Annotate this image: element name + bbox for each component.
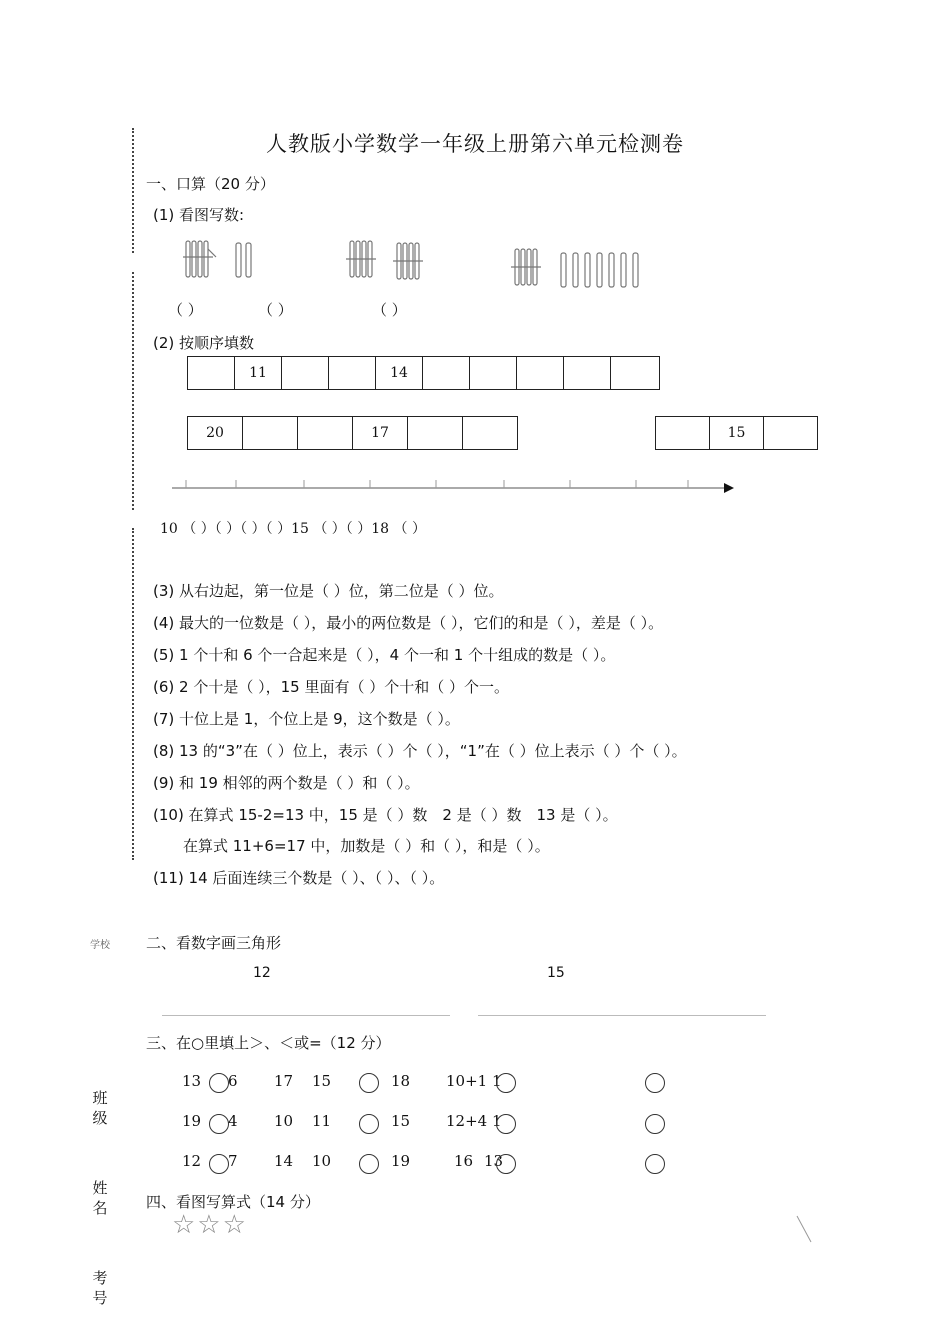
q1-blank-1[interactable]: （ ） <box>168 301 203 319</box>
question-10b: 在算式 11+6=17 中，加数是（ ）和（ ），和是（ ）。 <box>153 837 550 855</box>
cmp-number: 1 <box>492 1112 502 1130</box>
sequence-box[interactable] <box>242 416 298 450</box>
cmp-number: 4 <box>228 1112 238 1130</box>
compare-circle[interactable] <box>209 1114 229 1134</box>
diagonal-line-mark <box>795 1214 815 1244</box>
compare-circle[interactable] <box>359 1114 379 1134</box>
sequence-box[interactable] <box>187 356 235 390</box>
stick-bundle <box>183 241 216 277</box>
cmp-number: 10 <box>274 1112 294 1130</box>
question-11: (11) 14 后面连续三个数是（ ）、（ ）、（ ）。 <box>153 869 445 887</box>
section1-heading: 一、口算（20 分） <box>146 175 275 193</box>
compare-circle[interactable] <box>496 1154 516 1174</box>
sequence-box[interactable] <box>563 356 611 390</box>
sequence-box[interactable]: 20 <box>187 416 243 450</box>
sequence-box[interactable] <box>655 416 710 450</box>
cmp-number: 13 <box>484 1152 504 1170</box>
cmp-number: 12 <box>182 1152 202 1170</box>
compare-circle[interactable] <box>496 1114 516 1134</box>
triangle-number-2: 15 <box>547 965 565 981</box>
compare-circle[interactable] <box>209 1073 229 1093</box>
sequence-box[interactable] <box>763 416 818 450</box>
sequence-box[interactable] <box>328 356 376 390</box>
compare-circle[interactable] <box>359 1154 379 1174</box>
name-label: 姓名 <box>92 1179 108 1217</box>
sequence-box[interactable] <box>281 356 329 390</box>
question-4: (4) 最大的一位数是（ ），最小的两位数是（ ），它们的和是（ ），差是（ ）。 <box>153 614 664 632</box>
question-6: (6) 2 个十是（ ），15 里面有（ ）个十和（ ）个一。 <box>153 678 509 696</box>
question-7: (7) 十位上是 1，个位上是 9，这个数是（ ）。 <box>153 710 460 728</box>
section3-heading: 三、在○里填上＞、＜或=（12 分） <box>146 1034 391 1052</box>
sequence-box[interactable]: 11 <box>234 356 282 390</box>
cmp-number: 11 <box>312 1112 332 1130</box>
cmp-number: 13 <box>182 1072 202 1090</box>
sequence-box[interactable] <box>297 416 353 450</box>
binding-dotted-line <box>132 528 134 860</box>
drawing-line-2[interactable] <box>478 1015 766 1016</box>
number-line-labels: 10 （ ）（ ）（ ）（ ）15 （ ）（ ）18 （ ） <box>160 521 426 537</box>
cmp-number: 10+1 <box>446 1072 488 1090</box>
cmp-number: 7 <box>228 1152 238 1170</box>
sequence-box[interactable] <box>610 356 660 390</box>
compare-circle[interactable] <box>209 1154 229 1174</box>
drawing-line-1[interactable] <box>162 1015 450 1016</box>
question-3: (3) 从右边起，第一位是（ ）位，第二位是（ ）位。 <box>153 582 504 600</box>
counting-sticks-illustration <box>180 235 650 295</box>
cmp-number: 10 <box>312 1152 332 1170</box>
stick-bundle <box>346 241 376 277</box>
cmp-number: 19 <box>182 1112 202 1130</box>
q1-blank-3[interactable]: （ ） <box>372 301 407 319</box>
compare-circle[interactable] <box>645 1154 665 1174</box>
sequence-box[interactable] <box>462 416 518 450</box>
page-title: 人教版小学数学一年级上册第六单元检测卷 <box>266 132 684 156</box>
cmp-number: 14 <box>274 1152 294 1170</box>
question-5: (5) 1 个十和 6 个一合起来是（ ），4 个一和 1 个十组成的数是（ ）。 <box>153 646 616 664</box>
section4-heading: 四、看图写算式（14 分） <box>146 1193 320 1211</box>
cmp-number: 17 <box>274 1072 294 1090</box>
question-8: (8) 13 的“3”在（ ）位上，表示（ ）个（ ），“1”在（ ）位上表示（ ）个（ ）。 <box>153 742 687 760</box>
sequence-box[interactable]: 17 <box>352 416 408 450</box>
sequence-box[interactable] <box>469 356 517 390</box>
cmp-number: 6 <box>228 1072 238 1090</box>
question-9: (9) 和 19 相邻的两个数是（ ）和（ ）。 <box>153 774 420 792</box>
q1-blank-2[interactable]: （ ） <box>258 301 293 319</box>
class-label: 班级 <box>92 1089 108 1127</box>
cmp-number: 15 <box>391 1112 411 1130</box>
stick-bundle <box>511 249 541 285</box>
section2-heading: 二、看数字画三角形 <box>146 934 282 952</box>
q1-label: (1) 看图写数: <box>153 206 245 224</box>
exam-id-label: 考号 <box>92 1269 108 1307</box>
cmp-number: 19 <box>391 1152 411 1170</box>
compare-circle[interactable] <box>645 1073 665 1093</box>
cmp-number: 15 <box>312 1072 332 1090</box>
cmp-number: 12+4 <box>446 1112 488 1130</box>
q2-label: (2) 按顺序填数 <box>153 334 255 352</box>
stick-bundle <box>393 243 423 279</box>
number-line <box>170 474 740 496</box>
sequence-box[interactable]: 14 <box>375 356 423 390</box>
sequence-box[interactable] <box>422 356 470 390</box>
compare-circle[interactable] <box>496 1073 516 1093</box>
sequence-box[interactable] <box>407 416 463 450</box>
school-label: 学校 <box>90 940 110 951</box>
cmp-number: 18 <box>391 1072 411 1090</box>
triangle-number-1: 12 <box>253 965 271 981</box>
cmp-number: 1 <box>492 1072 502 1090</box>
cmp-number: 16 <box>454 1152 474 1170</box>
star-icons: ☆☆☆ <box>172 1210 248 1240</box>
binding-dotted-line <box>132 272 134 510</box>
sequence-box[interactable]: 15 <box>709 416 764 450</box>
sequence-box[interactable] <box>516 356 564 390</box>
compare-circle[interactable] <box>645 1114 665 1134</box>
question-10a: (10) 在算式 15-2=13 中，15 是（ ）数 2 是（ ）数 13 是（ ）。 <box>153 806 618 824</box>
compare-circle[interactable] <box>359 1073 379 1093</box>
